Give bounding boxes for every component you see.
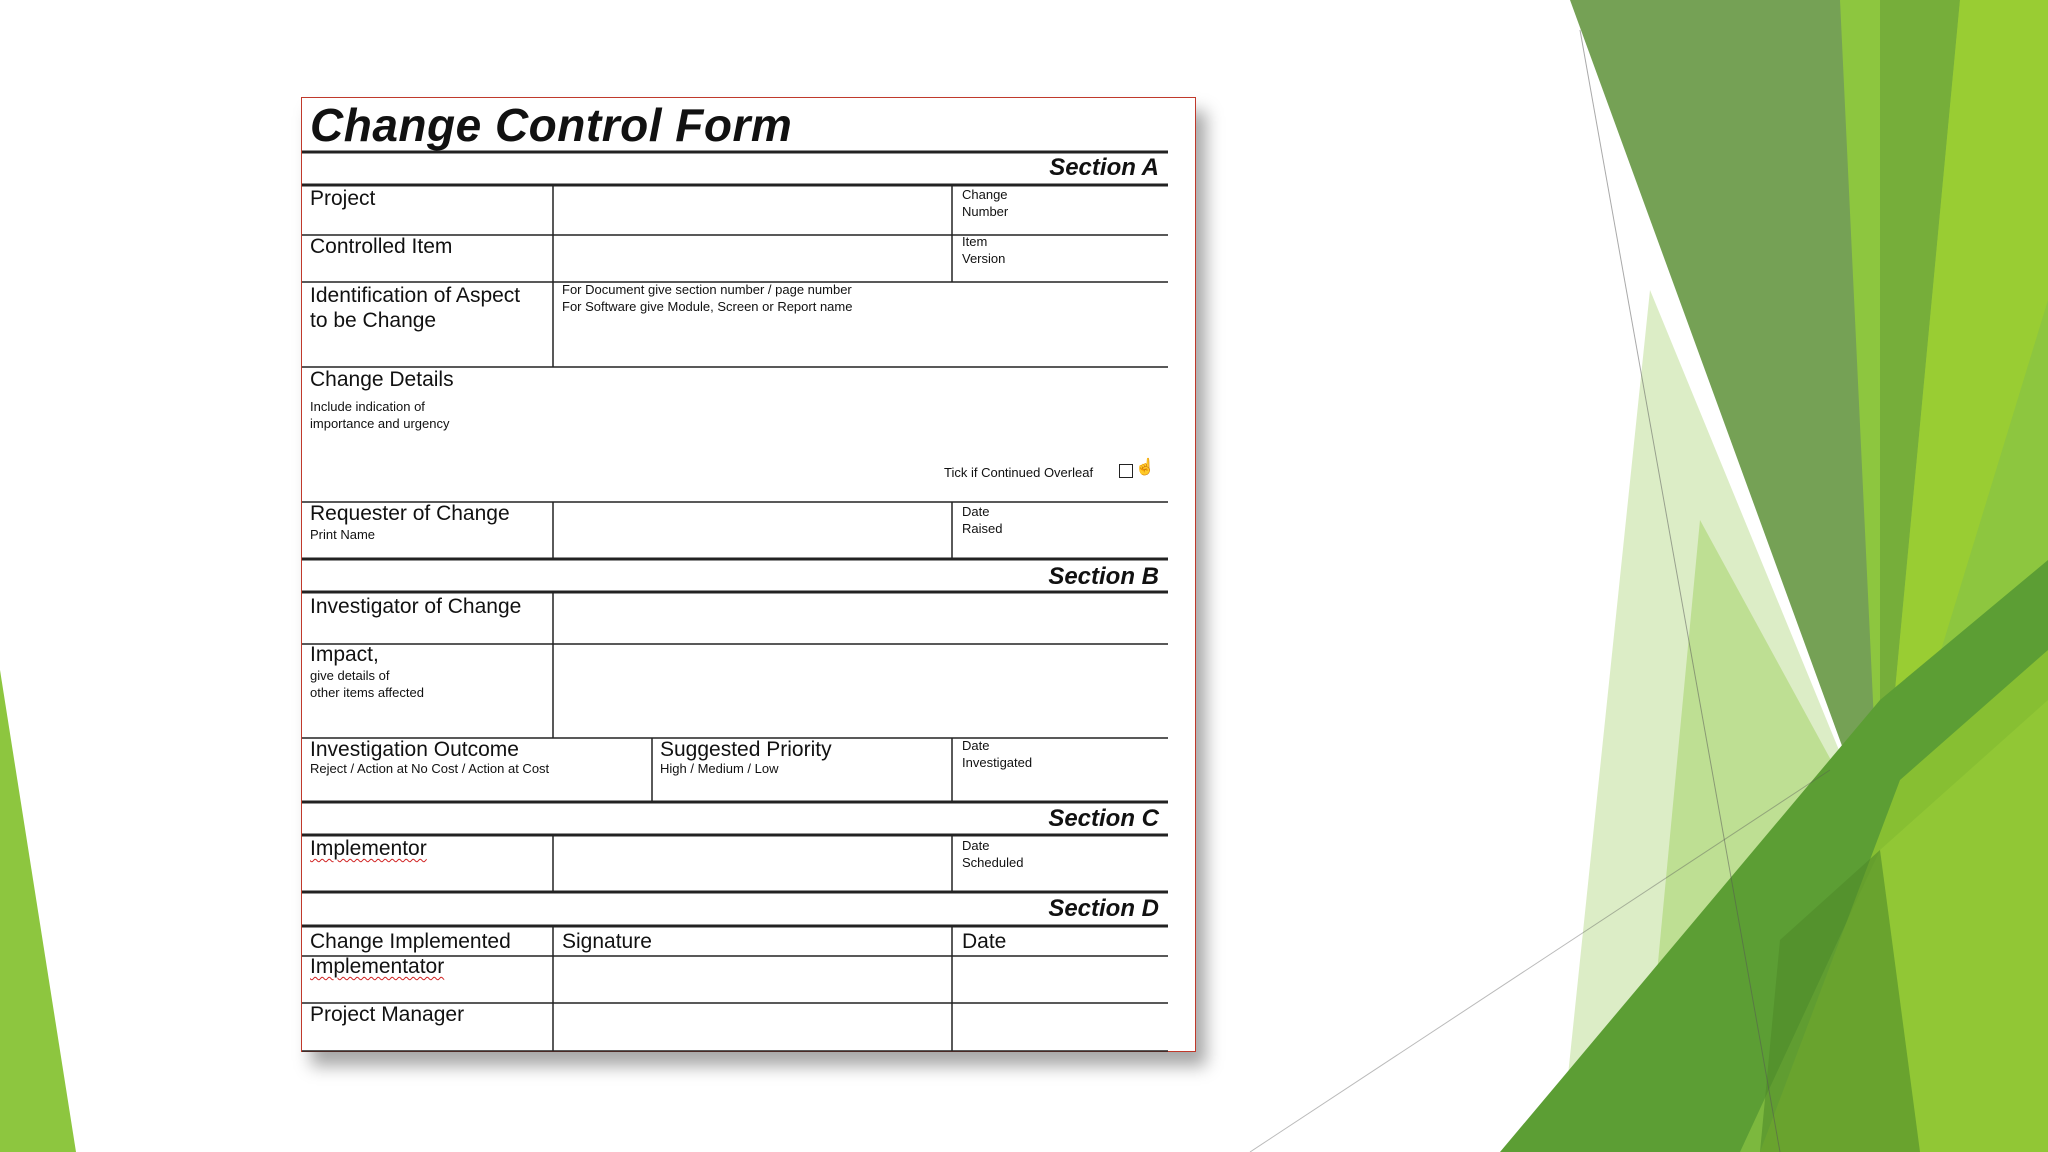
date-scheduled-label: Date Scheduled [962,838,1024,870]
identification-hint: For Document give section number / page number For Software give Module, Screen or Report name [562,282,853,314]
date-investigated-label: Date Investigated [962,738,1033,770]
implementor-label: Implementor [310,837,427,860]
requester-label: Requester of Change [310,502,510,525]
section-b-heading: Section B [1048,563,1159,590]
section-d-heading: Section D [1048,895,1159,922]
hand-pointer-icon: ☝ [1135,459,1155,476]
change-details-hint: Include indication of importance and urgency [310,399,450,431]
impact-hint: give details of other items affected [310,668,424,700]
section-a-heading: Section A [1049,154,1159,181]
project-manager-label: Project Manager [310,1003,465,1026]
outcome-options: Reject / Action at No Cost / Action at Cost [310,761,550,776]
date-column-header: Date [962,930,1007,953]
section-c-heading: Section C [1048,805,1159,832]
continued-overleaf-checkbox[interactable] [1119,464,1133,478]
change-details-label: Change Details [310,368,454,391]
investigation-outcome-label: Investigation Outcome [310,738,519,761]
change-number-label: Change Number [962,187,1009,219]
investigator-label: Investigator of Change [310,595,522,618]
requester-hint: Print Name [310,527,376,542]
implementator-label: Implementator [310,955,445,978]
identification-label: Identification of Aspect to be Change [310,284,521,332]
change-implemented-label: Change Implemented [310,930,511,953]
date-raised-label: Date Raised [962,504,1003,536]
signature-column-header: Signature [562,930,652,953]
project-label: Project [310,187,376,210]
change-control-form [301,97,1196,1052]
tick-continued-label: Tick if Continued Overleaf [944,465,1094,480]
priority-options: High / Medium / Low [660,761,779,776]
form-title: Change Control Form [310,99,793,151]
item-version-label: Item Version [962,234,1006,266]
suggested-priority-label: Suggested Priority [660,738,832,761]
impact-label: Impact, [310,643,379,666]
controlled-item-label: Controlled Item [310,235,453,258]
